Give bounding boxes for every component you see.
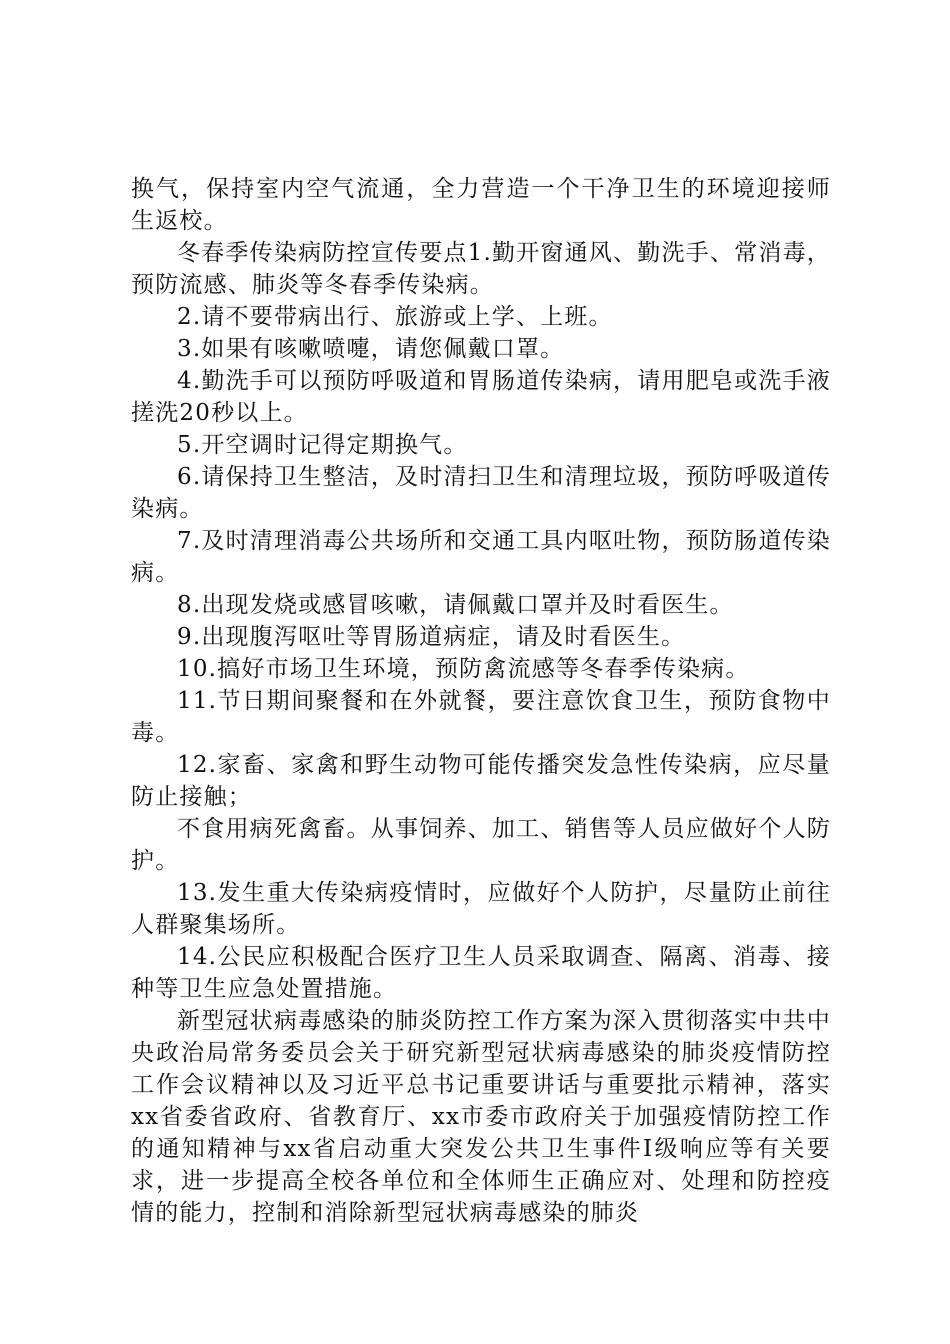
list-item: 5.开空调时记得定期换气。 <box>177 432 468 458</box>
list-item: 7.及时清理消毒公共场所和交通工具内呕吐物，预防肠道传染病。 <box>131 528 831 586</box>
list-item: 8.出现发烧或感冒咳嗽，请佩戴口罩并及时看医生。 <box>177 592 734 618</box>
list-item: 14.公民应积极配合医疗卫生人员采取调查、隔离、消毒、接种等卫生应急处置措施。 <box>131 944 831 1002</box>
list-item: 13.发生重大传染病疫情时，应做好个人防护，尽量防止前往人群聚集场所。 <box>131 880 831 938</box>
document-body <box>131 173 831 1229</box>
list-item: 2.请不要带病出行、旅游或上学、上班。 <box>177 304 613 330</box>
list-item: 10.搞好市场卫生环境，预防禽流感等冬春季传染病。 <box>177 656 750 682</box>
list-item: 不食用病死禽畜。从事饲养、加工、销售等人员应做好个人防护。 <box>131 816 831 874</box>
paragraph: 冬春季传染病防控宣传要点1.勤开窗通风、勤洗手、常消毒，预防流感、肺炎等冬春季传染病。 <box>131 240 831 298</box>
list-item: 6.请保持卫生整洁，及时清扫卫生和清理垃圾，预防呼吸道传染病。 <box>131 464 831 522</box>
paragraph: 换气，保持室内空气流通，全力营造一个干净卫生的环境迎接师生返校。 <box>131 176 831 234</box>
list-item: 4.勤洗手可以预防呼吸道和胃肠道传染病，请用肥皂或洗手液搓洗20秒以上。 <box>131 368 831 426</box>
list-item: 9.出现腹泻呕吐等胃肠道病症，请及时看医生。 <box>177 624 686 650</box>
paragraph: 新型冠状病毒感染的肺炎防控工作方案为深入贯彻落实中共中央政治局常务委员会关于研究新型冠状病毒感染的肺炎疫情防控工作会议精神以及习近平总书记重要讲话与重要批示精神，落实xx省委省政府、省教育厅、xx市委市政府关于加强疫情防控工作的通知精神与xx省启动重大突发公共卫生事件Ⅰ级响应等有关要求，进一步提高全校各单位和全体师生正确应对、处理和防控疫情的能力，控制和消除新型冠状病毒感染的肺炎 <box>131 1008 831 1226</box>
list-item: 12.家畜、家禽和野生动物可能传播突发急性传染病，应尽量防止接触； <box>131 752 831 810</box>
list-item: 11.节日期间聚餐和在外就餐，要注意饮食卫生，预防食物中毒。 <box>131 688 831 746</box>
list-item: 3.如果有咳嗽喷嚏，请您佩戴口罩。 <box>177 336 565 362</box>
